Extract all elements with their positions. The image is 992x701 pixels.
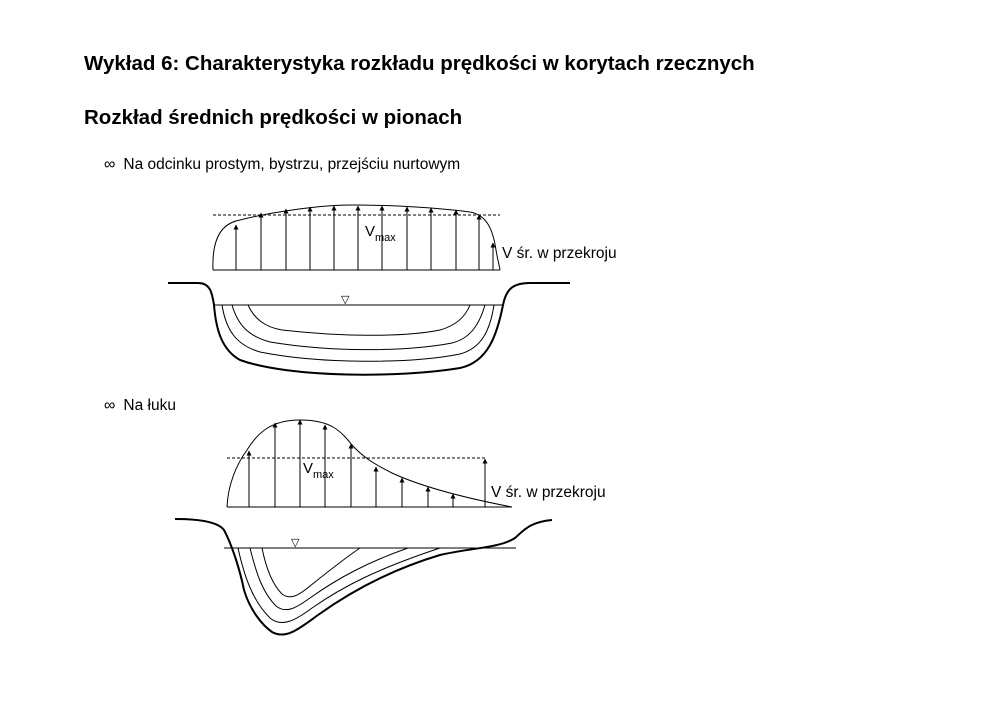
infinity-bullet-icon: ∞ [104,156,116,173]
water-level-marker: ▽ [341,294,350,306]
mean-velocity-label: V śr. w przekroju [491,484,606,501]
bend-diagram [175,420,552,635]
vmax-label [365,223,396,244]
vmax-subscript: max [313,469,334,481]
bullet-label: Na łuku [123,397,176,414]
mean-velocity-label: V śr. w przekroju [502,245,617,262]
velocity-arrows [249,420,485,507]
vmax-subscript: max [375,232,396,244]
isovel-line [250,548,408,610]
page-title: Wykład 6: Charakterystyka rozkładu prędkości w korytach rzecznych [84,52,755,75]
infinity-bullet-icon: ∞ [104,397,116,414]
velocity-envelope [227,420,512,507]
isovel-line [262,548,360,597]
vmax-main: V [303,460,314,477]
isovel-line [222,305,494,361]
bullet-label: Na odcinku prostym, bystrzu, przejściu nurtowym [123,156,461,173]
isovel-line [248,305,470,335]
vmax-main: V [365,223,376,240]
section-heading: Rozkład średnich prędkości w pionach [84,106,463,129]
water-level-marker: ▽ [291,537,300,549]
channel-bed [175,519,552,635]
isovel-line [238,548,440,623]
vmax-label [303,460,334,481]
